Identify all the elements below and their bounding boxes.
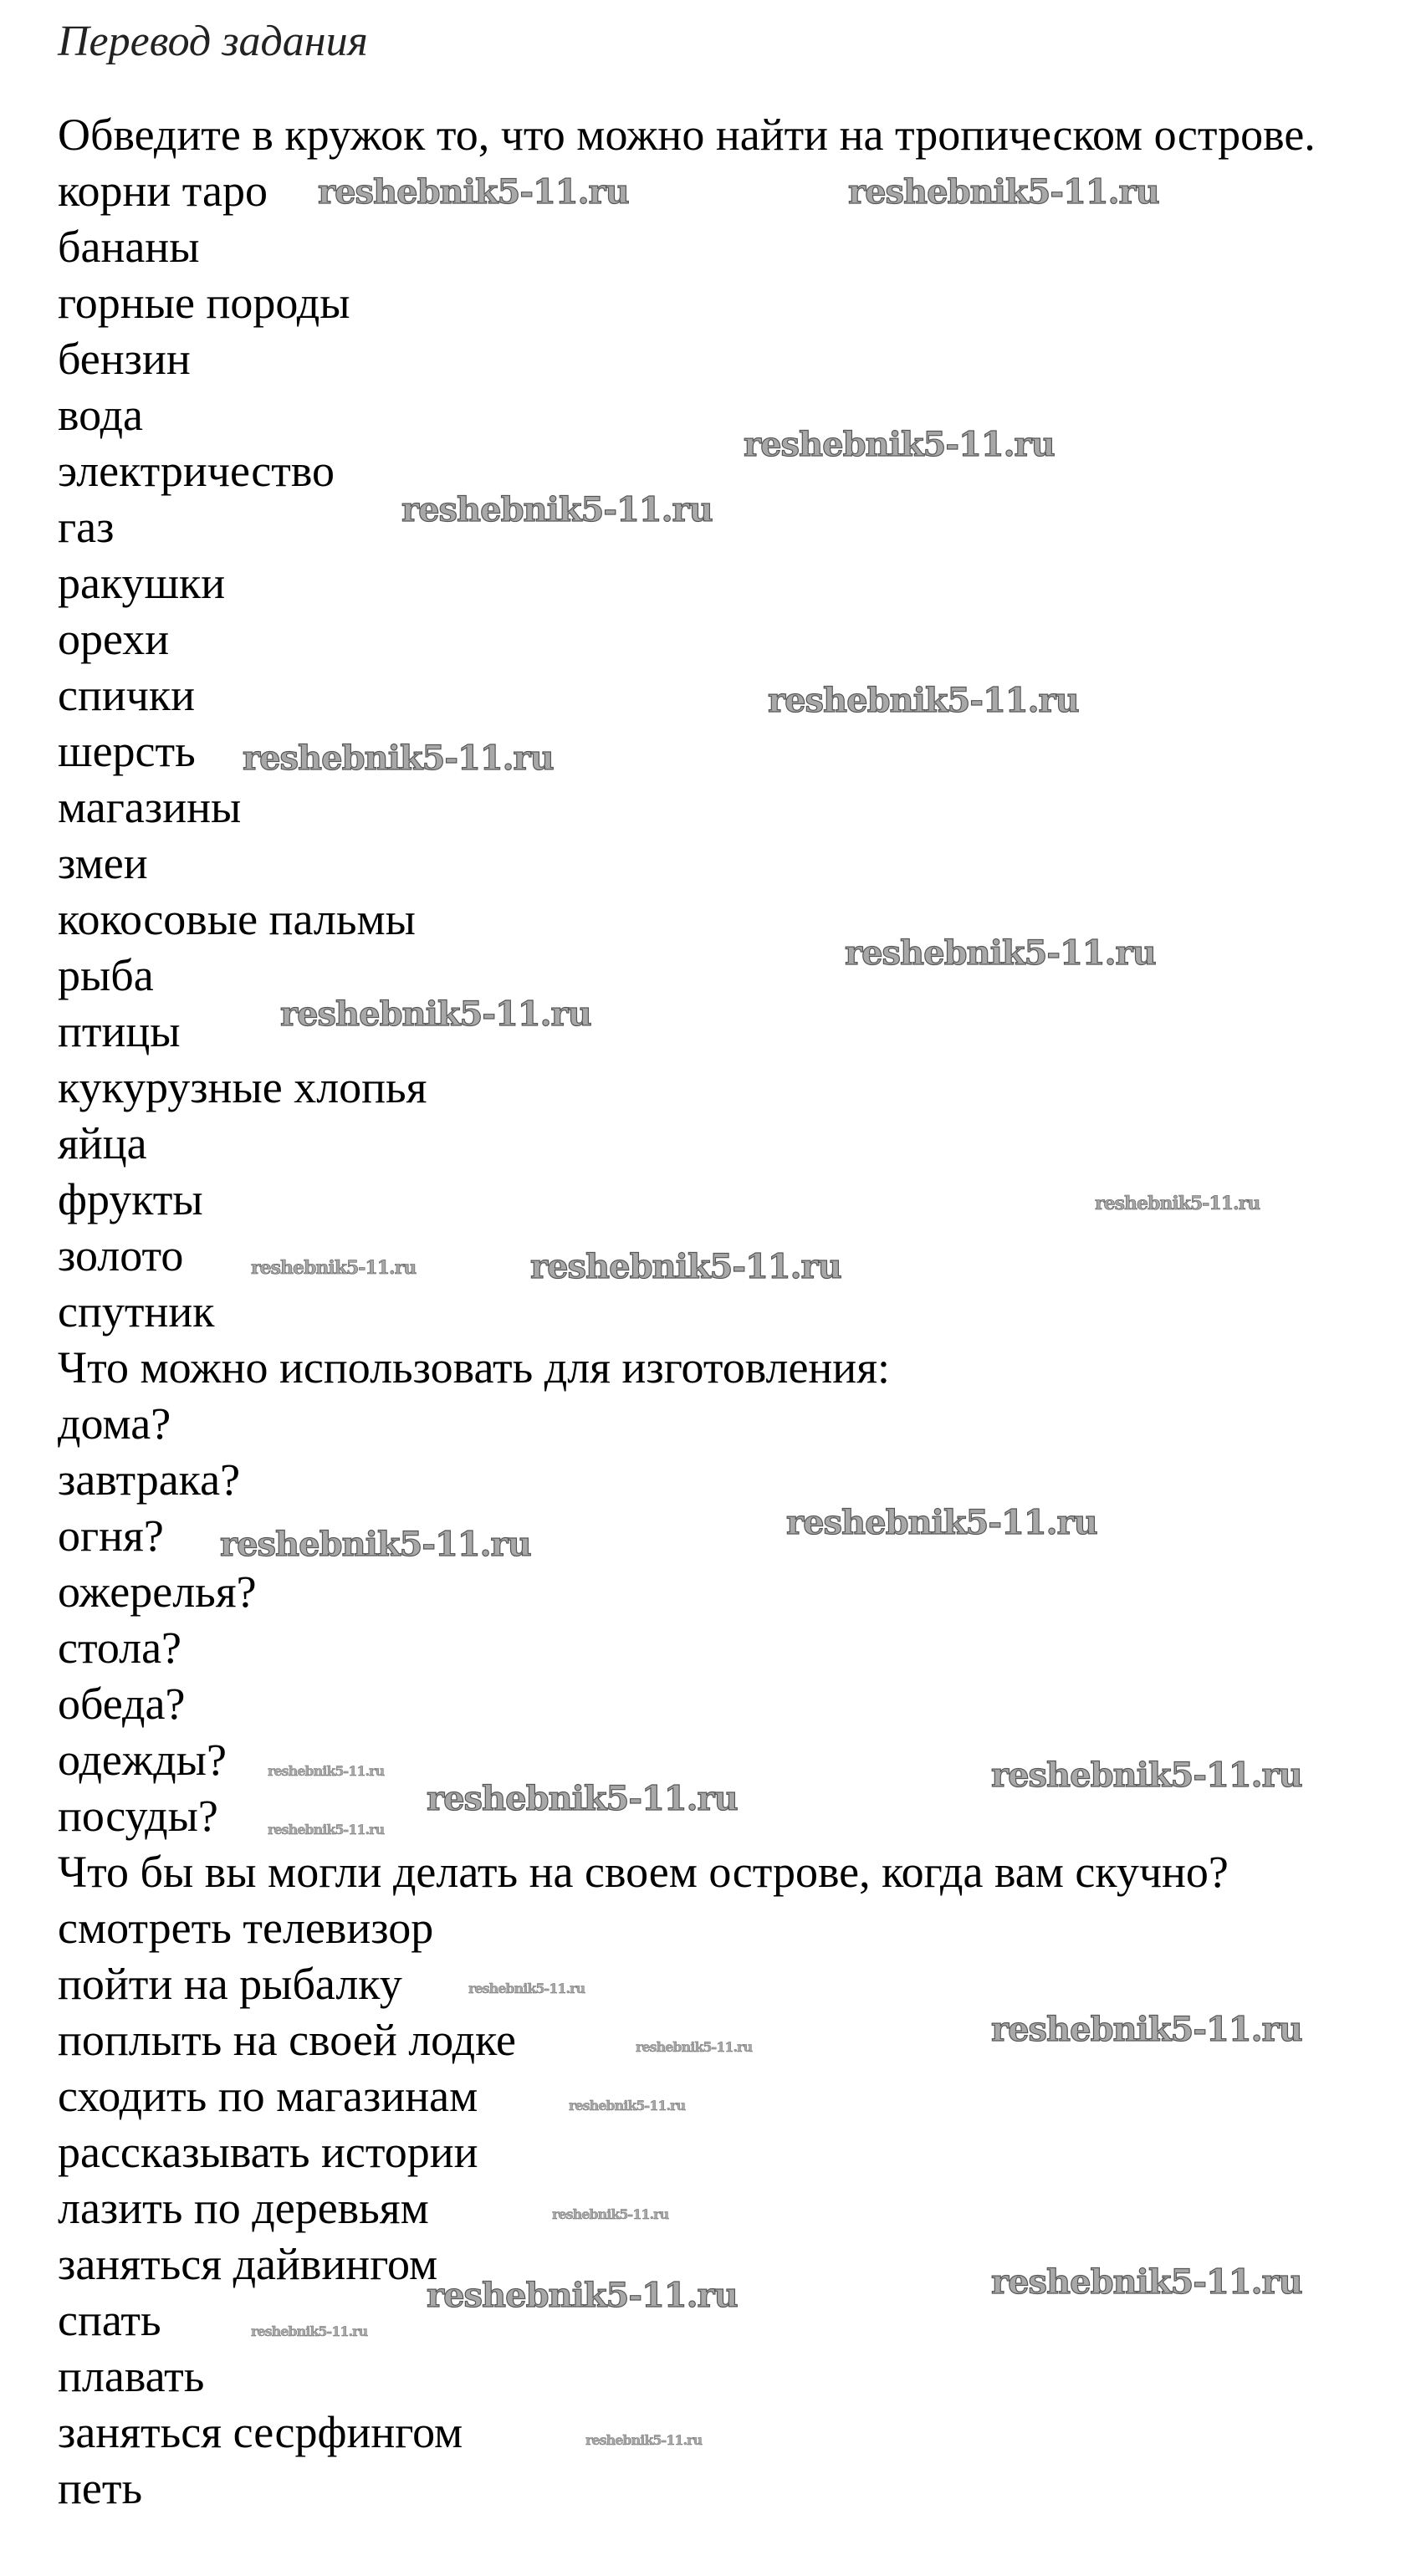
text-line: Обведите в кружок то, что можно найти на тропическом острове. [58, 110, 1316, 160]
watermark: reshebnik5-11.ru [552, 2206, 669, 2222]
text-line: шерсть [58, 726, 196, 776]
watermark: reshebnik5-11.ru [251, 1257, 417, 1279]
watermark: reshebnik5-11.ru [845, 933, 1156, 973]
text-line: посуды? [58, 1791, 218, 1841]
text-line: лазить по деревьям [58, 2183, 429, 2233]
text-line: корни таро [58, 166, 268, 216]
watermark: reshebnik5-11.ru [318, 172, 629, 212]
text-line: сходить по магазинам [58, 2071, 478, 2121]
text-line: ожерелья? [58, 1567, 257, 1617]
text-line: рыба [58, 950, 154, 1000]
text-line: заняться сесрфингом [58, 2407, 463, 2457]
text-line: огня? [58, 1510, 164, 1561]
text-line: плавать [58, 2351, 205, 2401]
text-line: завтрака? [58, 1454, 241, 1505]
text-line: спутник [58, 1286, 215, 1337]
text-line: дома? [58, 1398, 171, 1449]
watermark: reshebnik5-11.ru [280, 994, 591, 1034]
text-line: Что можно использовать для изготовления: [58, 1342, 891, 1393]
watermark: reshebnik5-11.ru [991, 2010, 1302, 2049]
text-line: кукурузные хлопья [58, 1062, 427, 1112]
watermark: reshebnik5-11.ru [268, 1822, 385, 1837]
watermark: reshebnik5-11.ru [744, 425, 1055, 464]
watermark: reshebnik5-11.ru [401, 490, 713, 529]
text-line: горные породы [58, 278, 350, 328]
text-line: ракушки [58, 558, 226, 608]
text-line: магазины [58, 782, 242, 832]
watermark: reshebnik5-11.ru [468, 1981, 585, 1996]
text-line: петь [58, 2463, 143, 2513]
watermark: reshebnik5-11.ru [991, 2262, 1302, 2302]
text-line: поплыть на своей лодке [58, 2015, 516, 2065]
text-line: спать [58, 2295, 161, 2345]
text-line: Что бы вы могли делать на своем острове, когда вам скучно? [58, 1847, 1229, 1897]
watermark: reshebnik5-11.ru [569, 2098, 686, 2113]
text-line: спички [58, 670, 196, 720]
watermark: reshebnik5-11.ru [786, 1503, 1097, 1542]
text-line: заняться дайвингом [58, 2239, 438, 2289]
watermark: reshebnik5-11.ru [251, 2323, 368, 2339]
text-line: золото [58, 1230, 184, 1280]
watermark: reshebnik5-11.ru [268, 1763, 385, 1779]
text-line: пойти на рыбалку [58, 1959, 402, 2009]
task-text [58, 107, 1316, 2517]
text-line: орехи [58, 614, 170, 664]
text-line: газ [58, 502, 115, 552]
text-line: рассказывать истории [58, 2127, 478, 2177]
watermark: reshebnik5-11.ru [220, 1525, 531, 1564]
watermark: reshebnik5-11.ru [585, 2432, 703, 2448]
watermark: reshebnik5-11.ru [1095, 1193, 1260, 1214]
text-line: птицы [58, 1006, 181, 1056]
text-line: одежды? [58, 1735, 227, 1785]
watermark: reshebnik5-11.ru [636, 2039, 753, 2055]
watermark: reshebnik5-11.ru [530, 1247, 841, 1286]
text-line: бензин [58, 334, 191, 384]
watermark: reshebnik5-11.ru [991, 1756, 1302, 1795]
watermark: reshebnik5-11.ru [768, 681, 1079, 720]
text-line: вода [58, 390, 144, 440]
watermark: reshebnik5-11.ru [427, 1779, 738, 1818]
watermark: reshebnik5-11.ru [848, 172, 1159, 212]
text-line: яйца [58, 1118, 147, 1168]
text-line: бананы [58, 222, 200, 272]
text-line: смотреть телевизор [58, 1903, 434, 1953]
watermark: reshebnik5-11.ru [243, 739, 554, 778]
text-line: кокосовые пальмы [58, 894, 416, 944]
page-title: Перевод задания [58, 18, 368, 65]
text-line: фрукты [58, 1174, 203, 1224]
text-line: электричество [58, 446, 335, 496]
text-line: стола? [58, 1623, 182, 1673]
text-line: обеда? [58, 1679, 186, 1729]
watermark: reshebnik5-11.ru [427, 2276, 738, 2315]
text-line: змеи [58, 838, 148, 888]
